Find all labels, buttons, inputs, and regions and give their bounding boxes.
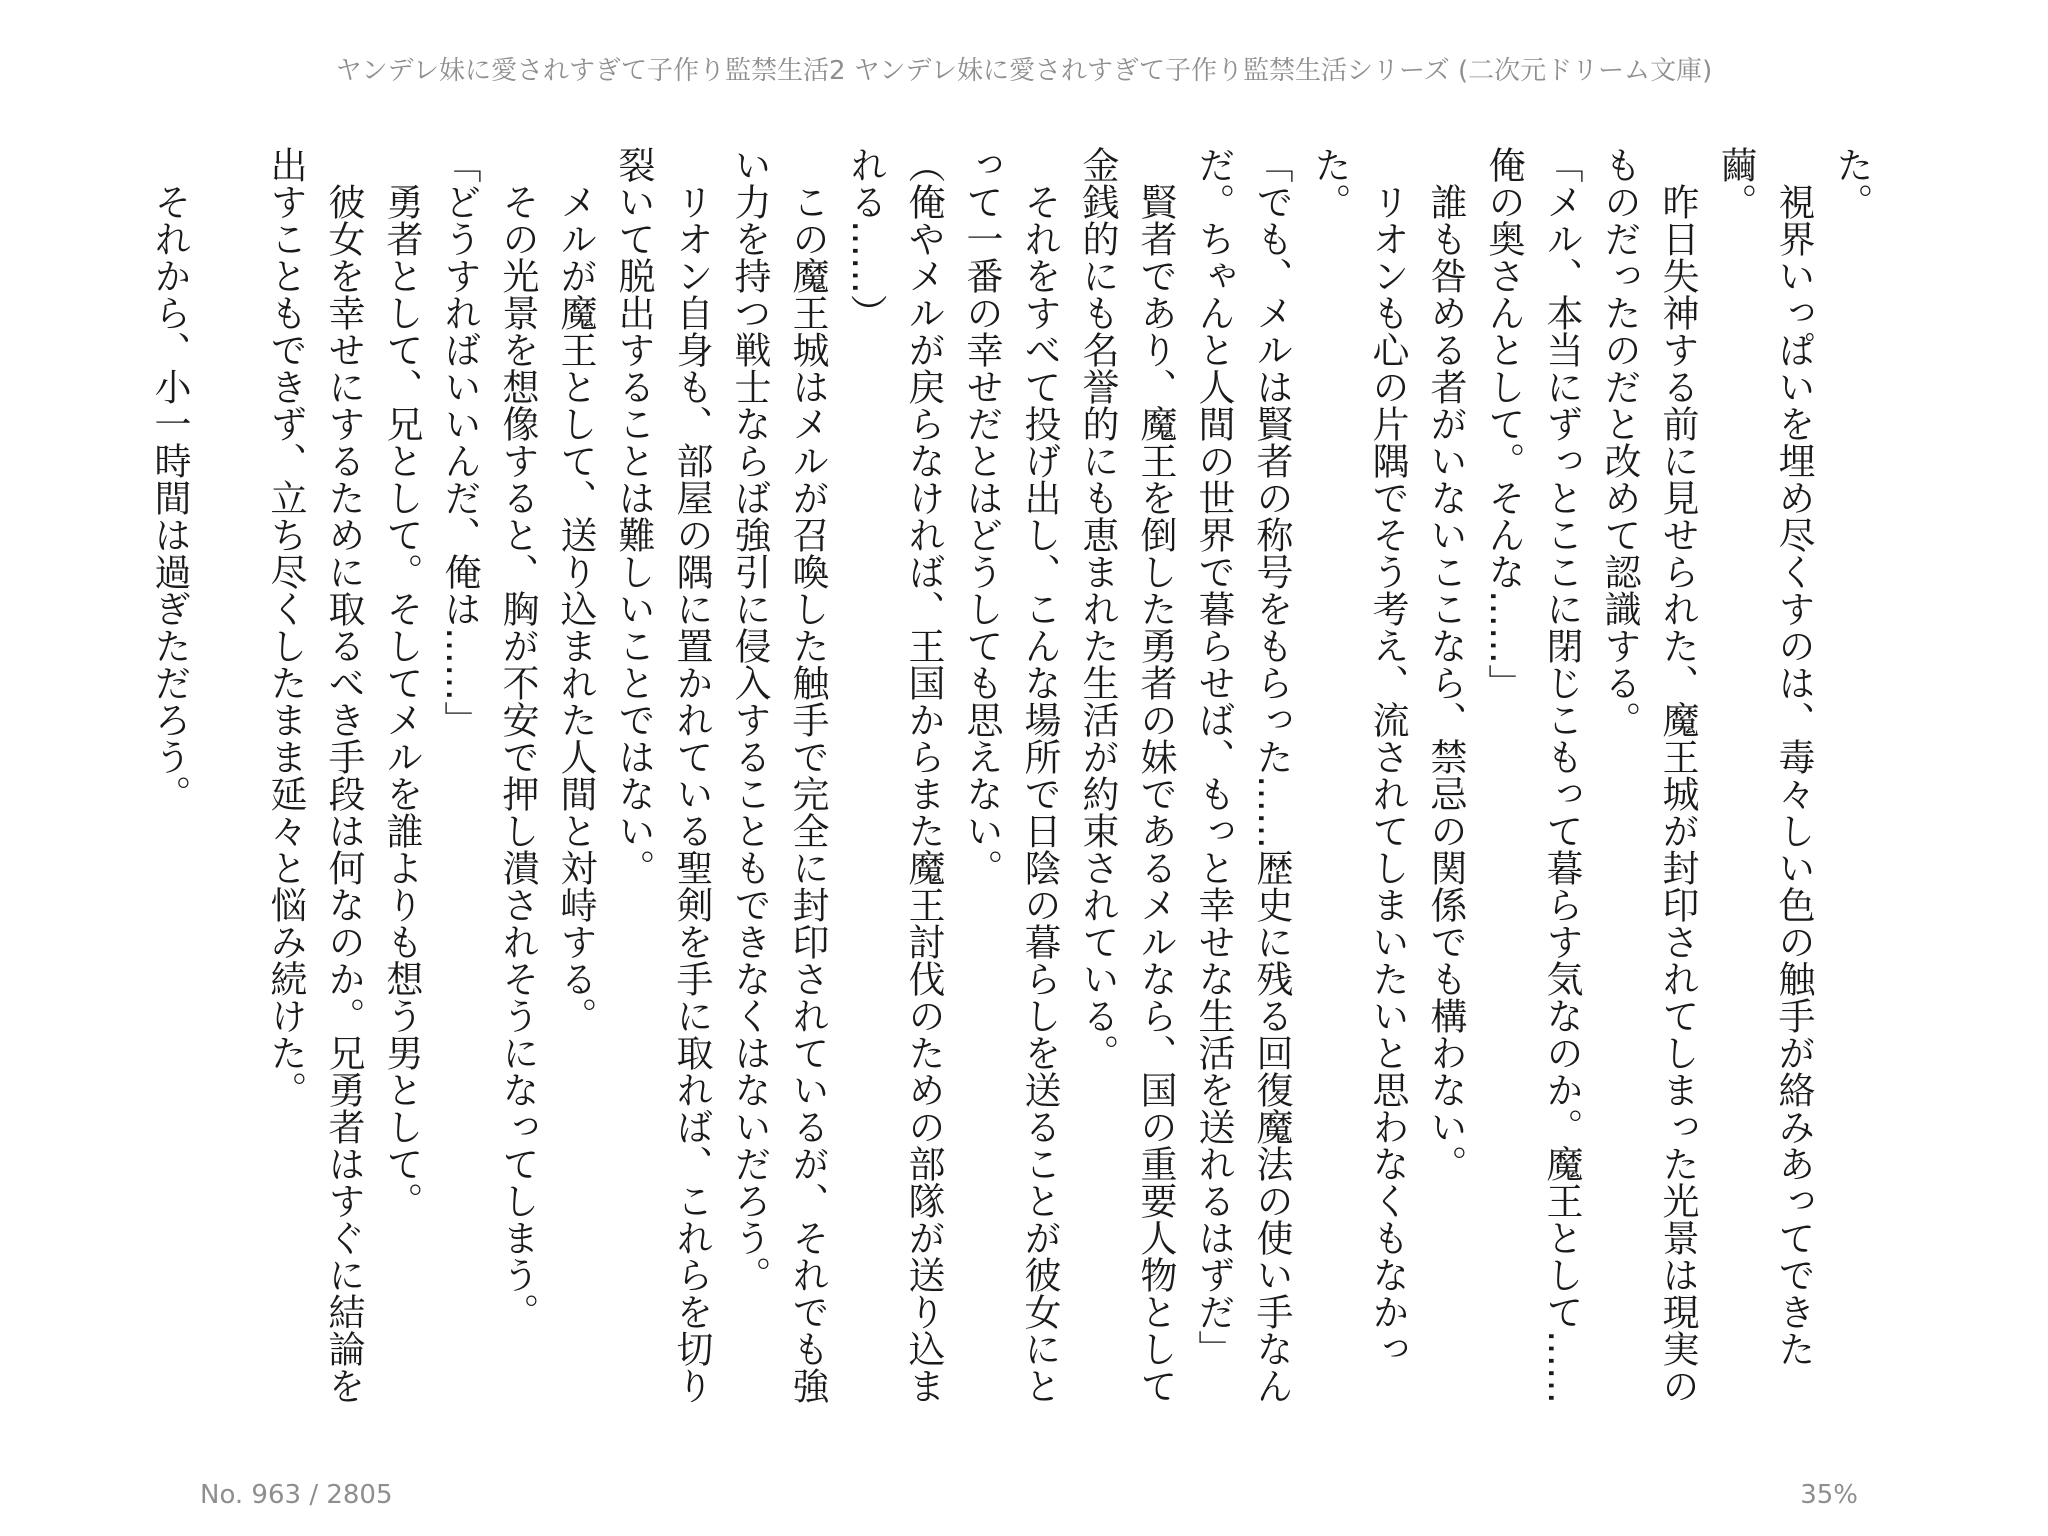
- paragraph: リオン自身も、部屋の隅に置かれている聖剣を手に取れば、これらを切り裂いて脱出することは難しいことではない。: [612, 146, 713, 1404]
- paragraph: 賢者であり、魔王を倒した勇者の妹であるメルなら、国の重要人物として金銭的にも名誉的にも恵まれた生活が約束されている。: [1076, 146, 1177, 1404]
- paragraph: メルが魔王として、送り込まれた人間と対峙する。: [554, 146, 597, 1034]
- paragraph: 昨日失神する前に見せられた、魔王城が封印されてしまった光景は現実のものだったのだと改めて認識する。: [1598, 146, 1699, 1404]
- paragraph: 「メル、本当にずっとここに閉じこもって暮らす気なのか。魔王として……俺の奥さんとして。そんな……」: [1482, 146, 1583, 1404]
- paragraph: 彼女を幸せにするために取るべき手段は何なのか。兄勇者はすぐに結論を出すこともできず、立ち尽くしたまま延々と悩み続けた。: [264, 146, 365, 1404]
- paragraph: リオンも心の片隅でそう考え、流されてしまいたいと思わなくもなかった。: [1308, 146, 1409, 1367]
- progress-percent: 35%: [1800, 1480, 1858, 1510]
- location-indicator: No. 963 / 2805: [200, 1480, 393, 1510]
- paragraph: それから、小一時間は過ぎただろう。: [148, 146, 191, 812]
- paragraph: それをすべて投げ出し、こんな場所で日陰の暮らしを送ることが彼女にとって一番の幸せだとはどうしても思えない。: [960, 146, 1061, 1404]
- book-title: ヤンデレ妹に愛されすぎて子作り監禁生活2 ヤンデレ妹に愛されすぎて子作り監禁生活シリーズ (二次元ドリーム文庫): [335, 56, 1713, 86]
- paragraph: 「でも、メルは賢者の称号をもらった……歴史に残る回復魔法の使い手なんだ。ちゃんと人間の世界で暮らせば、もっと幸せな生活を送れるはずだ」: [1192, 146, 1293, 1404]
- paragraph: 「どうすればいいんだ、俺は……」: [438, 146, 481, 738]
- paragraph-spacer: [198, 146, 256, 1431]
- paragraph: た。: [1830, 146, 1873, 220]
- paragraph: この魔王城はメルが召喚した触手で完全に封印されているが、それでも強い力を持つ戦士ならば強引に侵入することもできなくはないだろう。: [728, 146, 829, 1404]
- paragraph: その光景を想像すると、胸が不安で押し潰されそうになってしまう。: [496, 146, 539, 1330]
- reading-area[interactable]: [148, 146, 1880, 1431]
- vertical-text-body: [148, 146, 1880, 1431]
- paragraph: （俺やメルが戻らなければ、王国からまた魔王討伐のための部隊が送り込まれる……）: [844, 146, 945, 1404]
- paragraph: 誰も咎める者がいないここなら、禁忌の関係でも構わない。: [1424, 146, 1467, 1182]
- paragraph: 視界いっぱいを埋め尽くすのは、毒々しい色の触手が絡みあってできた繭。: [1714, 146, 1815, 1367]
- paragraph: 勇者として、兄として。そしてメルを誰よりも想う男として。: [380, 146, 423, 1219]
